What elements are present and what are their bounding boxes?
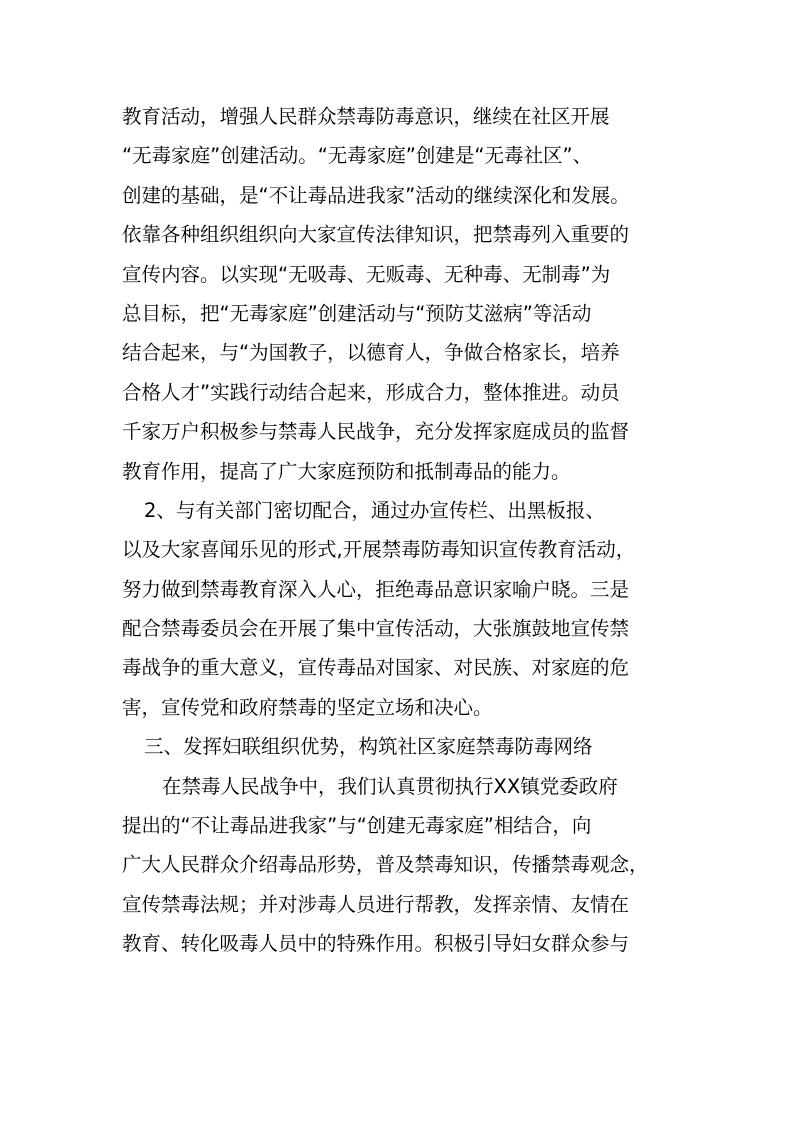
- text-line: 以及大家喜闻乐见的形式,开展禁毒防毒知识宣传教育活动，: [122, 538, 636, 562]
- section-heading: 三、发挥妇联组织优势，构筑社区家庭禁毒防毒网络: [144, 735, 593, 759]
- text-line: 广大人民群众介绍毒品形势，普及禁毒知识，传播禁毒观念，: [122, 853, 649, 877]
- text-line: 毒战争的重大意义，宣传毒品对国家、对民族、对家庭的危: [122, 656, 630, 680]
- text-line: 配合禁毒委员会在开展了集中宣传活动，大张旗鼓地宣传禁: [122, 617, 630, 641]
- text-line: 提出的“不让毒品进我家”与“创建无毒家庭”相结合，向: [122, 814, 592, 838]
- text-line: 宣传禁毒法规；并对涉毒人员进行帮教，发挥亲情、友情在: [122, 892, 630, 916]
- text-line: 努力做到禁毒教育深入人心，拒绝毒品意识家喻户晓。三是: [122, 577, 630, 601]
- text-line: 教育、转化吸毒人员中的特殊作用。积极引导妇女群众参与: [122, 932, 630, 956]
- text-line: 教育活动，增强人民群众禁毒防毒意识，继续在社区开展: [122, 105, 610, 128]
- text-line: 合格人才”实践行动结合起来，形成合力，整体推进。动员: [122, 380, 620, 404]
- text-line: 创建的基础，是“不让毒品进我家”活动的继续深化和发展。: [122, 183, 630, 207]
- text-line: 千家万户积极参与禁毒人民战争，充分发挥家庭成员的监督: [122, 420, 630, 444]
- text-line: 依靠各种组织组织向大家宣传法律知识，把禁毒列入重要的: [122, 223, 630, 247]
- text-line: 在禁毒人民战争中，我们认真贯彻执行XX镇党委政府: [162, 774, 618, 798]
- text-line: 2、与有关部门密切配合，通过办宣传栏、出黑板报、: [144, 498, 605, 522]
- text-line: 结合起来，与“为国教子，以德育人，争做合格家长，培养: [122, 341, 620, 365]
- text-line: 宣传内容。以实现“无吸毒、无贩毒、无种毒、无制毒”为: [122, 262, 611, 286]
- text-line: 教育作用，提高了广大家庭预防和抵制毒品的能力。: [122, 459, 571, 483]
- text-line: 害，宣传党和政府禁毒的坚定立场和决心。: [122, 695, 493, 719]
- document-body-text: [122, 97, 682, 964]
- text-line: “无毒家庭”创建活动。“无毒家庭”创建是“无毒社区”、: [122, 144, 593, 168]
- text-line: 总目标，把“无毒家庭”创建活动与“预防艾滋病”等活动: [122, 301, 592, 325]
